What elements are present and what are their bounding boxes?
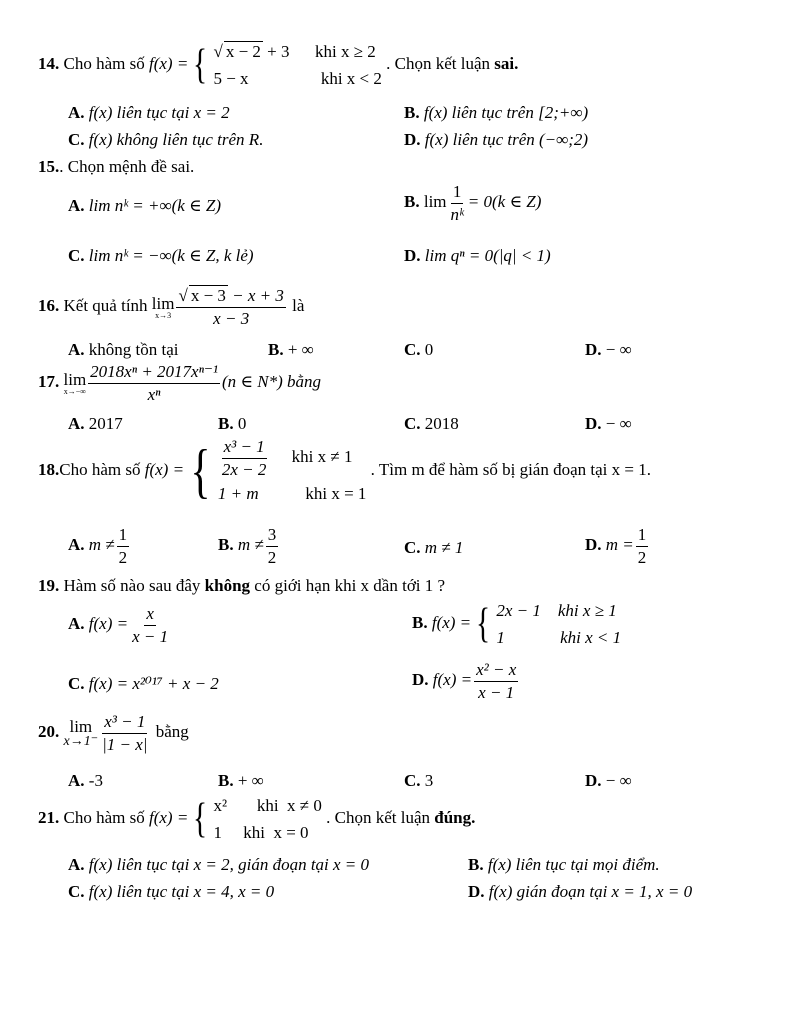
q14-D-label: D. [404,130,421,149]
option-d [585,339,632,360]
q16-A-label: A. [68,340,85,359]
q16-B-text: + ∞ [287,340,314,359]
q18-B-den: 2 [267,547,277,567]
q19-D-label: D. [412,669,429,689]
question-15 [38,156,194,177]
q15-B-lim: lim [423,191,447,211]
q21-B-text: f(x) liên tục tại mọi điểm. [487,855,660,874]
option-b [218,525,280,567]
q19-C-text: f(x) = x²⁰¹⁷ + x − 2 [88,674,219,693]
q14-case1-expr-rad: x − 2 [225,42,261,61]
function-label: f(x) = [148,54,189,74]
q14-A-label: A. [68,103,85,122]
q17-B-text: 0 [237,414,247,433]
question-14 [38,38,518,92]
q17-lim: lim [63,369,87,389]
question-number: 16. [38,295,60,315]
q18-A-den: 2 [118,547,128,567]
q18-D-pre: m = [605,534,634,554]
q18-prompt: Cho hàm số [59,460,141,479]
question-19 [38,575,445,596]
q17-A-label: A. [68,414,85,433]
q21-C-text: f(x) liên tục tại x = 4, x = 0 [88,882,275,901]
q19-prompt-a: Hàm số nào sau đây [63,576,201,595]
q18-A-label: A. [68,534,85,554]
q16-lim-sub: x→3 [155,310,172,320]
question-number: 18. [38,460,60,479]
q17-A-text: 2017 [88,414,123,433]
q15-B-label: B. [404,191,420,211]
q14-C-text: f(x) không liên tục trên R. [88,130,264,149]
brace-symbol: { [193,796,208,843]
q15-A-label: A. [68,196,85,215]
q20-num: x³ − 1 [104,712,146,731]
q15-B-num: 1 [451,182,464,204]
option-b [218,770,264,791]
q19-A-label: A. [68,613,85,633]
q20-B-label: B. [218,771,234,790]
question-17 [38,362,321,404]
option-d [585,525,650,567]
q18-D-den: 2 [637,547,647,567]
question-18 [38,437,651,505]
option-c [404,537,463,558]
option-a [68,413,123,434]
option-b [412,597,621,651]
option-b [468,854,660,875]
q18-suffix: . Tìm m để hàm số bị gián đoạn tại x = 1. [370,460,651,479]
q21-B-label: B. [468,855,484,874]
q14-case2-cond: khi x < 2 [320,69,382,89]
q17-C-text: 2018 [424,414,459,433]
q14-B-text: f(x) liên tục trên [2;+∞) [423,103,589,122]
question-number: 15. [38,157,60,176]
option-a [68,339,179,360]
q16-num-tail: − x + 3 [232,286,284,305]
brace-symbol: { [476,601,491,648]
q20-D-label: D. [585,771,602,790]
q14-B-label: B. [404,103,420,122]
q18-A-num: 1 [117,525,130,547]
q20-A-text: -3 [88,771,103,790]
q14-case1-cond: khi x ≥ 2 [315,42,376,61]
q20-A-label: A. [68,771,85,790]
q20-suffix: bằng [155,721,189,741]
option-a [68,102,230,123]
option-d [585,413,632,434]
q15-C-text: lim nᵏ = −∞(k ∈ Z, k lẻ) [88,246,254,265]
q15-D-text: lim qⁿ = 0(|q| < 1) [424,246,551,265]
option-c [404,339,433,360]
q19-B-pre: f(x) = [431,613,472,633]
question-16: 16. Kết quả tính lim x→3 $\frac{√ x - 3 - x + 3}{x - 3}$ là [38,286,305,328]
q14-case2-expr: 5 − x [213,69,249,89]
q18-case2-expr: 1 + m [217,484,259,504]
q21-suffix-plain: . Chọn kết luận [326,808,431,828]
q14-D-text: f(x) liên tục trên (−∞;2) [424,130,589,149]
q21-C-label: C. [68,882,85,901]
brace-symbol: { [190,438,211,505]
q14-A-text: f(x) liên tục tại x = 2 [88,103,230,122]
q21-case1: x² khi x ≠ 0 [213,796,322,815]
question-number: 19. [38,576,60,595]
q21-suffix-bold: đúng. [434,808,476,828]
option-d [404,245,551,266]
q16-D-label: D. [585,340,602,359]
option-b [218,413,246,434]
q17-lim-sub: x→−∞ [63,386,86,396]
option-c [68,673,219,694]
option-d [468,881,692,902]
q18-C-text: m ≠ 1 [424,538,464,557]
q21-prompt: Cho hàm số [63,808,145,828]
option-a [68,854,369,875]
q19-B-label: B. [412,613,428,633]
q15-A-text: lim nᵏ = +∞(k ∈ Z) [88,196,222,215]
option-a [68,604,172,646]
q19-A-num: x [146,604,154,623]
option-c [404,770,433,791]
q21-A-label: A. [68,855,85,874]
option-c [68,881,274,902]
option-a [68,525,131,567]
q21-fx: f(x) = [148,808,189,828]
q15-B-den: nᵏ [450,204,464,224]
q19-D-den: x − 1 [478,682,515,702]
q17-num: 2018xⁿ + 2017xⁿ⁻¹ [90,362,219,381]
question-prompt: Cho hàm số [63,54,145,74]
q17-tail: (n ∈ N*) bằng [222,371,322,391]
q14-suffix-bold: sai. [494,54,519,74]
q20-lim-sub: x→1⁻ [63,733,99,749]
q17-B-label: B. [218,414,234,433]
q19-D-pre: f(x) = [432,669,473,689]
q16-lim: lim [151,293,175,313]
option-a [68,770,103,791]
q20-C-text: 3 [424,771,434,790]
option-d [404,129,588,150]
option-c [68,129,263,150]
q19-prompt-bold: không [204,576,251,595]
question-20 [38,712,189,754]
q19-prompt-b: có giới hạn khi x dần tới 1 ? [254,576,446,595]
question-number: 17. [38,371,60,391]
option-c [404,413,459,434]
q18-D-num: 1 [636,525,649,547]
q16-B-label: B. [268,340,284,359]
option-c [68,245,254,266]
q18-C-label: C. [404,538,421,557]
q19-B-case1: 2x − 1 khi x ≥ 1 [496,601,617,620]
option-a [68,195,221,216]
question-number: 14. [38,54,60,74]
q20-lim: lim [69,716,93,736]
q18-B-pre: m ≠ [237,534,264,554]
option-d [412,660,520,702]
piecewise-cases: √ x − 2 + 3 khi x ≥ 2 5 − x khi x < 2 [213,42,382,89]
q17-C-label: C. [404,414,421,433]
question-number: 20. [38,721,60,741]
q16-C-label: C. [404,340,421,359]
question-21 [38,792,475,846]
q15-prompt: . Chọn mệnh đề sai. [59,157,195,176]
q16-A-text: không tồn tại [88,340,179,359]
q15-B-tail: = 0(k ∈ Z) [467,191,542,211]
q19-D-num: x² − x [476,660,517,679]
q18-case1-num: x³ − 1 [223,437,265,456]
q15-C-label: C. [68,246,85,265]
q21-A-text: f(x) liên tục tại x = 2, gián đoạn tại x = 0 [88,855,370,874]
q21-D-text: f(x) gián đoạn tại x = 1, x = 0 [488,882,693,901]
brace-symbol: { [193,42,208,89]
q17-den: xⁿ [147,384,161,404]
q18-B-num: 3 [266,525,279,547]
q19-A-den: x − 1 [132,626,169,646]
q20-D-text: − ∞ [605,771,632,790]
q20-den: |1 − x| [102,734,148,754]
q16-suffix: là [292,295,305,315]
q18-B-label: B. [218,534,234,554]
q14-suffix-plain: . Chọn kết luận [386,54,491,74]
option-d [585,770,632,791]
q18-A-pre: m ≠ [88,534,115,554]
option-b [404,102,588,123]
q14-case1-expr-tail: + 3 [267,42,290,61]
q18-case1-cond: khi x ≠ 1 [291,446,353,466]
q14-C-label: C. [68,130,85,149]
option-b [404,182,541,224]
q19-A-pre: f(x) = [88,613,129,633]
q18-case1-den: 2x − 2 [221,459,267,479]
q16-D-text: − ∞ [605,340,632,359]
q21-case2: 1 khi x = 0 [213,823,309,843]
question-number: 21. [38,808,60,828]
q19-C-label: C. [68,674,85,693]
q19-B-case2: 1 khi x < 1 [496,628,622,648]
q18-fx: f(x) = [144,460,185,479]
option-b [268,339,314,360]
q15-D-label: D. [404,246,421,265]
q16-num-rad: x − 3 [190,286,226,305]
q17-D-text: − ∞ [605,414,632,433]
q21-D-label: D. [468,882,485,901]
q18-case2-cond: khi x = 1 [305,484,367,504]
q17-D-label: D. [585,414,602,433]
q16-den: x − 3 [213,308,250,328]
q18-D-label: D. [585,534,602,554]
q20-C-label: C. [404,771,421,790]
q16-prompt: Kết quả tính [63,295,148,315]
q16-C-text: 0 [424,340,434,359]
q20-B-text: + ∞ [237,771,264,790]
